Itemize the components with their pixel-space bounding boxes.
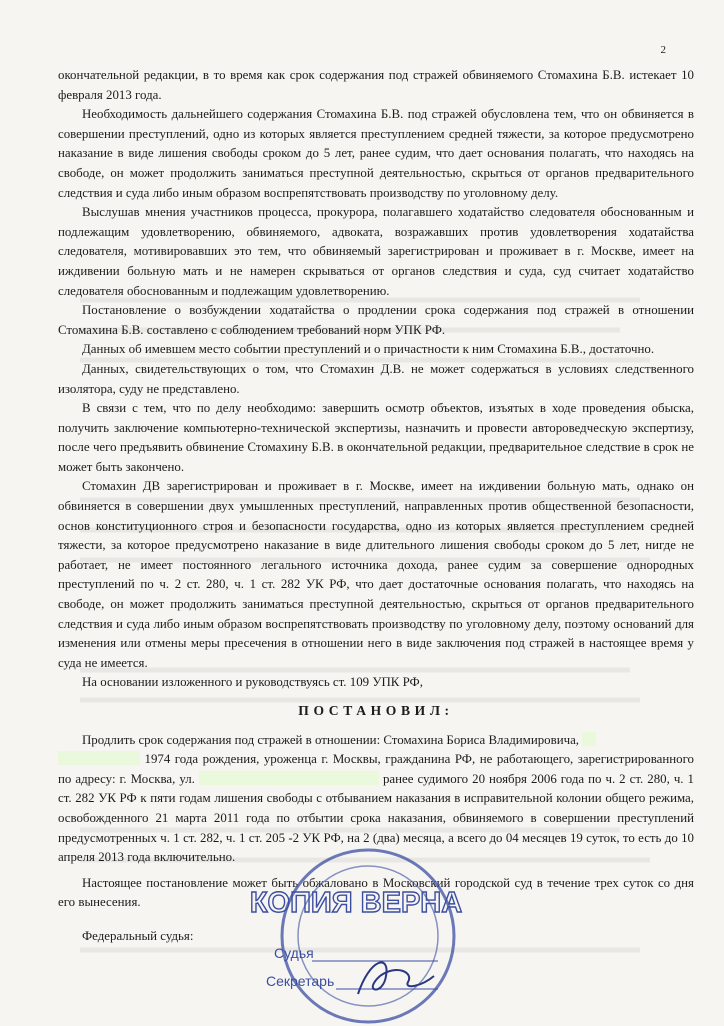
redaction-mark (199, 771, 379, 785)
paragraph-detention-conditions: Данных, свидетельствующих о том, что Стомахин Д.В. не может содержаться в условиях следственного изолятора, суду не представлено. (58, 361, 694, 396)
resolution-text-1: Продлить срок содержания под стражей в отношении: Стомахина Бориса Владимировича, (82, 732, 580, 747)
paragraph-investigation: В связи с тем, что по делу необходимо: завершить осмотр объектов, изъятых в ходе проведения обыска, получить заключение компьютерно-технической экспертизы, назначить и провести автороведческую экспертизу, после чего предъявить обвинение Стомахину Б.В. в окончательной редакции, предварительное следствие в срок не может быть закончено. (58, 401, 694, 474)
paragraph-evidence: Данных об имевшем место событии преступлений и о причастности к ним Стомахина Б.В., достаточно. (82, 342, 655, 357)
paragraph-motion: Постановление о возбуждении ходатайства о продлении срока содержания под стражей в отношении Стомахина Б.В. составлено с соблюдением требований норм УПК РФ. (58, 303, 694, 337)
resolution-text-3: ранее судимого 20 ноября 2006 года по ч. 2 ст. 280, ч. 1 ст. 282 УК РФ к пяти годам лишения свободы с отбыванием наказания в исправительной колонии общего режима, освобожденного 21 марта 2011 года по отбытии срока наказания, обвиняемого в совершении преступлений предусмотренных ч. 1 ст. 282, ч. 1 ст. 205 -2 УК РФ, на 2 (два) месяца, а всего до 04 месяцев 19 суток, то есть до 10 апреля 2013 года включительно. (58, 771, 694, 865)
court-seal (282, 850, 454, 1022)
paragraph-necessity: Необходимость дальнейшего содержания Стомахина Б.В. под стражей обусловлена тем, что он обвиняется в совершении преступлений, одно из которых является преступлением средней тяжести, за которое предусмотрено наказание в виде лишения свободы сроком до 5 лет, ранее судим, что дает основания полагать, что находясь на свободе, он может продолжить заниматься преступной деятельностью, скрыться от органов предварительного следствия и суда либо иным образом воспрепятствовать производству по уголовному делу. (58, 107, 694, 200)
paragraph-basis: На основании изложенного и руководствуясь ст. 109 УПК РФ, (82, 675, 423, 690)
resolution-text-2: 1974 года рождения, уроженца г. Москвы, гражданина РФ, не работающего, зарегистрированного по адресу: г. Москва, ул. (58, 752, 694, 786)
paragraph-defendant: Стомахин ДВ зарегистрирован и проживает в г. Москве, имеет на иждивении больную мать, однако он обвиняется в совершении двух умышленных преступлений, направленных против общественной безопасности, основ конституционного строя и безопасности государства, одно из которых является преступлением средней тяжести, за которое предусмотрено наказание в виде длительного лишения свободы сроком до 5 лет, нигде не работает, не имеет постоянного легального источника дохода, ранее судим за совершение однородных преступлений по ч. 2 ст. 280, ч. 1 ст. 282 УК РФ, что дает достаточные основания полагать, что находясь на свободе, он может продолжить заниматься преступной деятельностью, скрыться от органов предварительного следствия и суда либо иным образом воспрепятствовать производству по уголовному делу, поэтому оснований для изменения или отмены меры пресечения в отношении него в виде заключения под стражей в настоящее время у суда не имеется. (58, 479, 694, 670)
stamp-secretary-label: Секретарь (266, 973, 335, 989)
document-body (58, 66, 694, 913)
stamp-judge-label: Судья (274, 945, 314, 961)
paragraph-hearing: Выслушав мнения участников процесса, прокурора, полагавшего ходатайство следователя обоснованным и подлежащим удовлетворению, обвиняемого, адвоката, возражавших против удовлетворения ходатайства следователя, мотивировавших это тем, что обвиняемый зарегистрирован и проживает в г. Москве, имеет на иждивении больную мать и не намерен скрываться от органов следствия и суда, суд считает ходатайство следователя обоснованным и подлежащим удовлетворению. (58, 205, 694, 298)
certified-copy-stamp (238, 836, 478, 1026)
page-number: 2 (660, 44, 666, 56)
stamp-title: КОПИЯ ВЕРНА (249, 887, 463, 919)
judge-signature-label: Федеральный судья: (82, 929, 194, 943)
paragraph-continuation: окончательной редакции, в то время как срок содержания под стражей обвиняемого Стомахина Б.В. истекает 10 февраля 2013 года. (58, 68, 694, 102)
paragraph-appeal: Настоящее постановление может быть обжаловано в Московский городской суд в течение трех суток со дня его вынесения. (58, 875, 694, 910)
redaction-mark (58, 751, 140, 765)
redaction-mark (582, 732, 596, 746)
resolution-heading: ПОСТАНОВИЛ: (298, 703, 454, 718)
